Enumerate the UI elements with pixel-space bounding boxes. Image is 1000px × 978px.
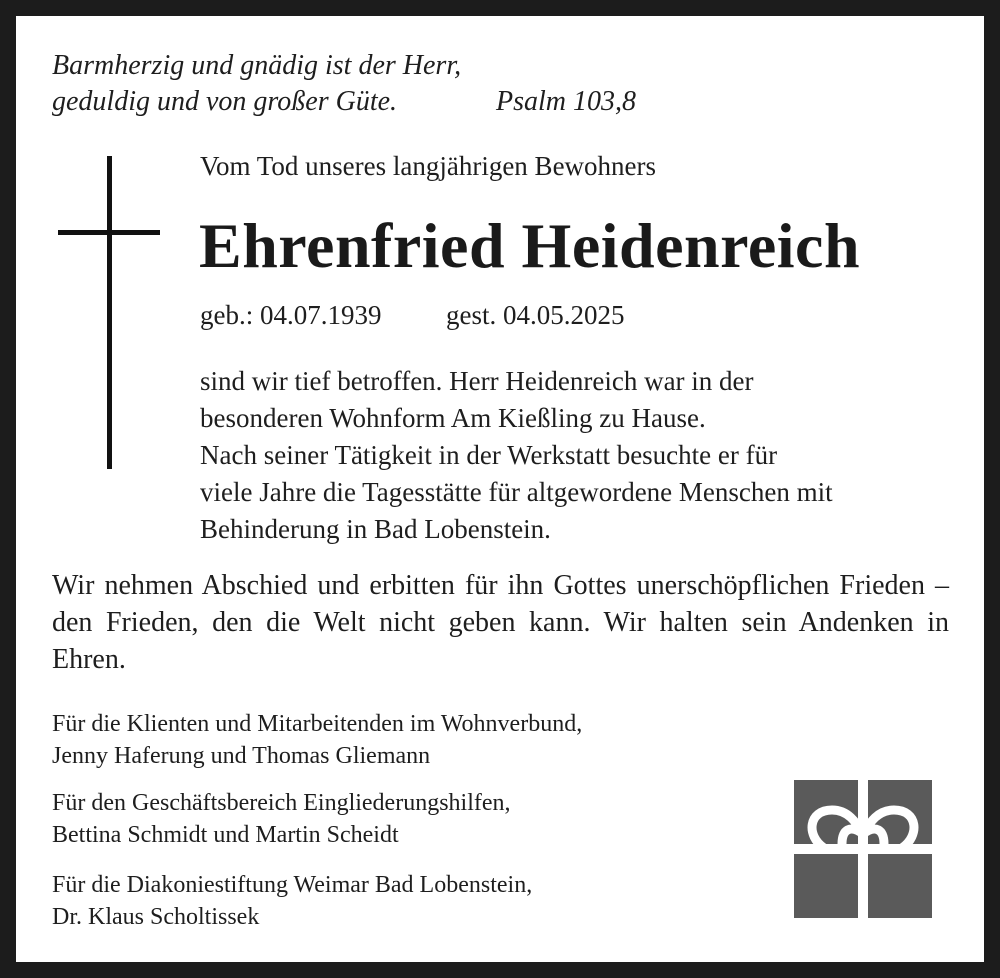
intro-text: Vom Tod unseres langjährigen Bewohners xyxy=(200,151,657,181)
body-line: besonderen Wohnform Am Kießling zu Hause. xyxy=(200,403,706,433)
body-line: viele Jahre die Tagesstätte für altgewordene Menschen mit xyxy=(200,477,833,507)
signature-block-1 xyxy=(52,708,582,772)
verse-reference: Psalm 103,8 xyxy=(496,86,636,117)
farewell-paragraph: Wir nehmen Abschied und erbitten für ihn Gottes unerschöpflichen Frieden – den Frieden, den die Welt nicht geben kann. Wir halten sein Andenken in Ehren. xyxy=(52,570,949,675)
verse-line-2: geduldig und von großer Güte. xyxy=(52,86,398,117)
deceased-name: Ehrenfried Heidenreich xyxy=(199,210,861,281)
body-line: sind wir tief betroffen. Herr Heidenreich war in der xyxy=(200,366,754,396)
body-text xyxy=(200,363,833,548)
death-date: gest. 04.05.2025 xyxy=(446,300,625,330)
diakonie-logo xyxy=(794,780,932,918)
body-line: Nach seiner Tätigkeit in der Werkstatt besuchte er für xyxy=(200,440,778,470)
signature-role: Für die Diakoniestiftung Weimar Bad Lobenstein, xyxy=(52,872,533,898)
signature-role: Für den Geschäftsbereich Eingliederungshilfen, xyxy=(52,790,511,816)
birth-date: geb.: 04.07.1939 xyxy=(200,300,382,330)
body-line: Behinderung in Bad Lobenstein. xyxy=(200,514,551,544)
signature-role: Für die Klienten und Mitarbeitenden im Wohnverbund, xyxy=(52,711,583,737)
signature-block-2 xyxy=(52,787,511,851)
signature-names: Bettina Schmidt und Martin Scheidt xyxy=(52,822,399,848)
signature-names: Jenny Haferung und Thomas Gliemann xyxy=(52,743,431,769)
verse-line-1: Barmherzig und gnädig ist der Herr, xyxy=(52,50,462,81)
signature-names: Dr. Klaus Scholtissek xyxy=(52,904,260,930)
signature-block-3 xyxy=(52,869,532,933)
